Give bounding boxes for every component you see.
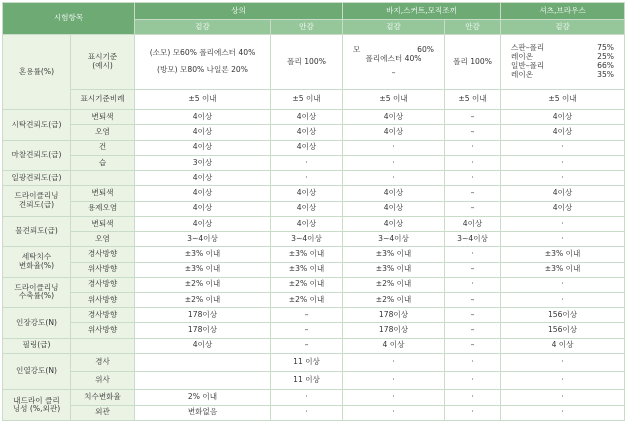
- cell: ±2% 이내: [271, 277, 343, 292]
- header-group-shirt: 셔츠,브라우스: [501, 3, 625, 20]
- cell: ·: [271, 390, 343, 405]
- cell: 2% 이내: [135, 390, 271, 405]
- spec-table-container: [2, 2, 624, 421]
- table-row: [3, 171, 625, 186]
- cell: 11 이상: [271, 353, 343, 371]
- mix-shirt-b: 레이온: [511, 52, 534, 62]
- cell: 3~4이상: [343, 232, 445, 247]
- cell: ·: [501, 216, 625, 231]
- cell: ±3% 이내: [343, 247, 445, 262]
- table-row: [3, 292, 625, 307]
- cell: ±5 이내: [501, 89, 625, 109]
- cell: ±3% 이내: [271, 247, 343, 262]
- cell: ·: [445, 155, 501, 170]
- cell: 4이상: [135, 216, 271, 231]
- cell: ·: [501, 390, 625, 405]
- cell: ·: [501, 277, 625, 292]
- cell: ·: [271, 155, 343, 170]
- table-row: [3, 125, 625, 140]
- cell: 156이상: [501, 308, 625, 323]
- cell: 4이상: [271, 201, 343, 216]
- header-row-groups: [3, 3, 625, 20]
- cell: 4이상: [501, 201, 625, 216]
- cell: 변화없음: [135, 405, 271, 420]
- sub-label: 변퇴색: [71, 216, 135, 231]
- cell: 4이상: [135, 201, 271, 216]
- row-label-mix: 혼용률(%): [3, 35, 71, 110]
- sub-label: 위사방향: [71, 262, 135, 277]
- cell: ·: [343, 140, 445, 155]
- cell: ·: [445, 353, 501, 371]
- header-pants-outer: 겉감: [343, 20, 445, 35]
- table-row: [3, 405, 625, 420]
- cell: 4이상: [271, 110, 343, 125]
- row-label-dry: 드라이클리닝 견뢰도(급): [3, 186, 71, 216]
- cell: 4이상: [343, 110, 445, 125]
- cell-mix-shirt: [501, 35, 625, 90]
- table-row: [3, 308, 625, 323]
- sub-label: 변퇴색: [71, 110, 135, 125]
- sub-label-std: 표시기준 (예시): [71, 35, 135, 90]
- cell: 178이상: [343, 308, 445, 323]
- cell: –: [271, 338, 343, 353]
- cell: ·: [445, 390, 501, 405]
- mix-shirt-d-v: 35%: [597, 69, 615, 79]
- sub-label-ratio: 표시기준비례: [71, 89, 135, 109]
- table-row: [3, 372, 625, 390]
- mix-pants-dash: –: [391, 68, 396, 78]
- cell: –: [445, 201, 501, 216]
- cell: ±2% 이내: [271, 292, 343, 307]
- cell: 4이상: [135, 338, 271, 353]
- cell: ·: [271, 171, 343, 186]
- cell: ±2% 이내: [135, 292, 271, 307]
- mix-top-outer-line1: (소모) 모60% 폴리에스터 40%: [149, 48, 256, 58]
- cell: 4이상: [445, 216, 501, 231]
- row-label-wash: 세탁치수 변화율(%): [3, 247, 71, 277]
- cell: ·: [501, 405, 625, 420]
- row-label-tens: 인장강도(N): [3, 308, 71, 338]
- cell: ·: [501, 353, 625, 371]
- table-row: [3, 110, 625, 125]
- cell: –: [271, 323, 343, 338]
- table-row: [3, 353, 625, 371]
- row-label-rub: 마찰견뢰도(급): [3, 140, 71, 170]
- cell: 4이상: [135, 171, 271, 186]
- cell: ±3% 이내: [135, 262, 271, 277]
- header-test-item: 시험항목: [3, 3, 135, 35]
- cell: ·: [445, 140, 501, 155]
- cell: ±3% 이내: [343, 262, 445, 277]
- cell: 178이상: [135, 323, 271, 338]
- cell: ·: [445, 405, 501, 420]
- header-top-inner: 안감: [271, 20, 343, 35]
- cell: [135, 372, 271, 390]
- sub-label: 경사방향: [71, 308, 135, 323]
- cell: ±5 이내: [271, 89, 343, 109]
- mix-shirt-c: 일반–폴리: [511, 60, 545, 70]
- cell: ·: [501, 232, 625, 247]
- table-row: [3, 338, 625, 353]
- mix-pants-a: 모: [353, 44, 361, 54]
- cell: ±3% 이내: [135, 247, 271, 262]
- header-group-pants: 바지,스커트,모직조끼: [343, 3, 501, 20]
- sub-label: 변퇴색: [71, 186, 135, 201]
- cell: ±2% 이내: [135, 277, 271, 292]
- cell: 4이상: [271, 125, 343, 140]
- cell: 3~4이상: [271, 232, 343, 247]
- sub-label: 치수변화율: [71, 390, 135, 405]
- row-label-tear: 인열강도(N): [3, 353, 71, 390]
- table-row: [3, 262, 625, 277]
- test-spec-table: [2, 2, 625, 421]
- cell-mix-top-outer: [135, 35, 271, 90]
- table-row: [3, 201, 625, 216]
- cell: ±3% 이내: [501, 262, 625, 277]
- mix-pants-a-v: 60%: [417, 44, 435, 54]
- table-row: [3, 216, 625, 231]
- row-label-dclean: 내드라이 클리 닝성 (%,외관): [3, 390, 71, 421]
- table-row: [3, 232, 625, 247]
- cell: ·: [445, 277, 501, 292]
- cell: ·: [343, 372, 445, 390]
- row-label-water: 물견뢰도(급): [3, 216, 71, 246]
- cell: 3~4이상: [445, 232, 501, 247]
- table-row: [3, 35, 625, 90]
- cell: 178이상: [135, 308, 271, 323]
- cell: 4 이상: [501, 338, 625, 353]
- mix-shirt-a-v: 75%: [597, 43, 615, 53]
- cell: ·: [343, 155, 445, 170]
- sub-label: 외관: [71, 405, 135, 420]
- cell: –: [445, 125, 501, 140]
- cell: ·: [343, 405, 445, 420]
- cell: –: [445, 262, 501, 277]
- header-pants-inner: 안감: [445, 20, 501, 35]
- cell: 4이상: [501, 186, 625, 201]
- table-row: [3, 186, 625, 201]
- cell: ·: [445, 247, 501, 262]
- table-row: [3, 140, 625, 155]
- cell: 178이상: [343, 323, 445, 338]
- cell: ·: [343, 353, 445, 371]
- cell: ·: [501, 140, 625, 155]
- mix-top-outer-line2: (방모) 모80% 나일론 20%: [157, 64, 248, 74]
- cell: 4이상: [271, 186, 343, 201]
- cell: 4이상: [501, 110, 625, 125]
- sub-label-empty: [71, 171, 135, 186]
- cell: 4이상: [343, 186, 445, 201]
- table-row: [3, 323, 625, 338]
- mix-shirt-c-v: 66%: [597, 60, 615, 70]
- cell: 4이상: [135, 125, 271, 140]
- cell: ·: [501, 171, 625, 186]
- cell: 4이상: [501, 125, 625, 140]
- cell: 4이상: [135, 110, 271, 125]
- row-label-pill: 필링(급): [3, 338, 71, 353]
- cell: ±5 이내: [343, 89, 445, 109]
- cell: 4 이상: [343, 338, 445, 353]
- cell: ·: [445, 171, 501, 186]
- table-row: [3, 390, 625, 405]
- cell: ·: [501, 155, 625, 170]
- sub-label: 위사: [71, 372, 135, 390]
- sub-label: 위사방향: [71, 323, 135, 338]
- sub-label: 오염: [71, 125, 135, 140]
- cell-mix-pants-outer: [343, 35, 445, 90]
- cell: 4이상: [271, 140, 343, 155]
- sub-label: 습: [71, 155, 135, 170]
- cell: ·: [343, 171, 445, 186]
- header-shirt-outer: 겉감: [501, 20, 625, 35]
- cell: ±2% 이내: [343, 277, 445, 292]
- sub-label-empty: [71, 338, 135, 353]
- table-row: [3, 247, 625, 262]
- cell: ·: [343, 390, 445, 405]
- cell: 3~4이상: [135, 232, 271, 247]
- cell: ±3% 이내: [501, 247, 625, 262]
- cell: –: [445, 323, 501, 338]
- cell: ±3% 이내: [271, 262, 343, 277]
- sub-label: 경사: [71, 353, 135, 371]
- cell: –: [445, 110, 501, 125]
- header-group-top: 상의: [135, 3, 343, 20]
- cell: 156이상: [501, 323, 625, 338]
- cell: ·: [501, 292, 625, 307]
- sub-label: 용제오염: [71, 201, 135, 216]
- table-row: [3, 155, 625, 170]
- cell: –: [445, 186, 501, 201]
- cell: ±2% 이내: [343, 292, 445, 307]
- sub-label: 경사방향: [71, 277, 135, 292]
- sub-label: 오염: [71, 232, 135, 247]
- table-row: [3, 277, 625, 292]
- sub-label: 위사방향: [71, 292, 135, 307]
- cell: ·: [501, 372, 625, 390]
- cell: –: [271, 308, 343, 323]
- mix-pants-b: 폴리에스터 40%: [365, 53, 422, 63]
- cell: ·: [445, 372, 501, 390]
- row-label-sun: 일광견뢰도(급): [3, 171, 71, 186]
- cell: 4이상: [135, 140, 271, 155]
- cell: 11 이상: [271, 372, 343, 390]
- header-top-outer: 겉감: [135, 20, 271, 35]
- cell: 4이상: [135, 186, 271, 201]
- cell: ·: [271, 405, 343, 420]
- cell: [135, 353, 271, 371]
- mix-shirt-b-v: 25%: [597, 52, 615, 62]
- mix-shirt-a: 스판–폴리: [511, 43, 545, 53]
- cell-mix-top-inner: 폴리 100%: [271, 35, 343, 90]
- sub-label: 건: [71, 140, 135, 155]
- cell: 4이상: [271, 216, 343, 231]
- row-label-light: 시탁견뢰도(급): [3, 110, 71, 140]
- cell: 3이상: [135, 155, 271, 170]
- cell: 4이상: [343, 216, 445, 231]
- table-row: [3, 89, 625, 109]
- row-label-dshr: 드라이클리닝 수축률(%): [3, 277, 71, 307]
- cell: 4이상: [343, 125, 445, 140]
- sub-label: 경사방향: [71, 247, 135, 262]
- mix-shirt-d: 레이온: [511, 69, 534, 79]
- cell: –: [445, 292, 501, 307]
- cell-mix-pants-inner: 폴리 100%: [445, 35, 501, 90]
- cell: –: [445, 308, 501, 323]
- cell: ±5 이내: [445, 89, 501, 109]
- cell: –: [445, 338, 501, 353]
- cell: 4이상: [343, 201, 445, 216]
- cell: ±5 이내: [135, 89, 271, 109]
